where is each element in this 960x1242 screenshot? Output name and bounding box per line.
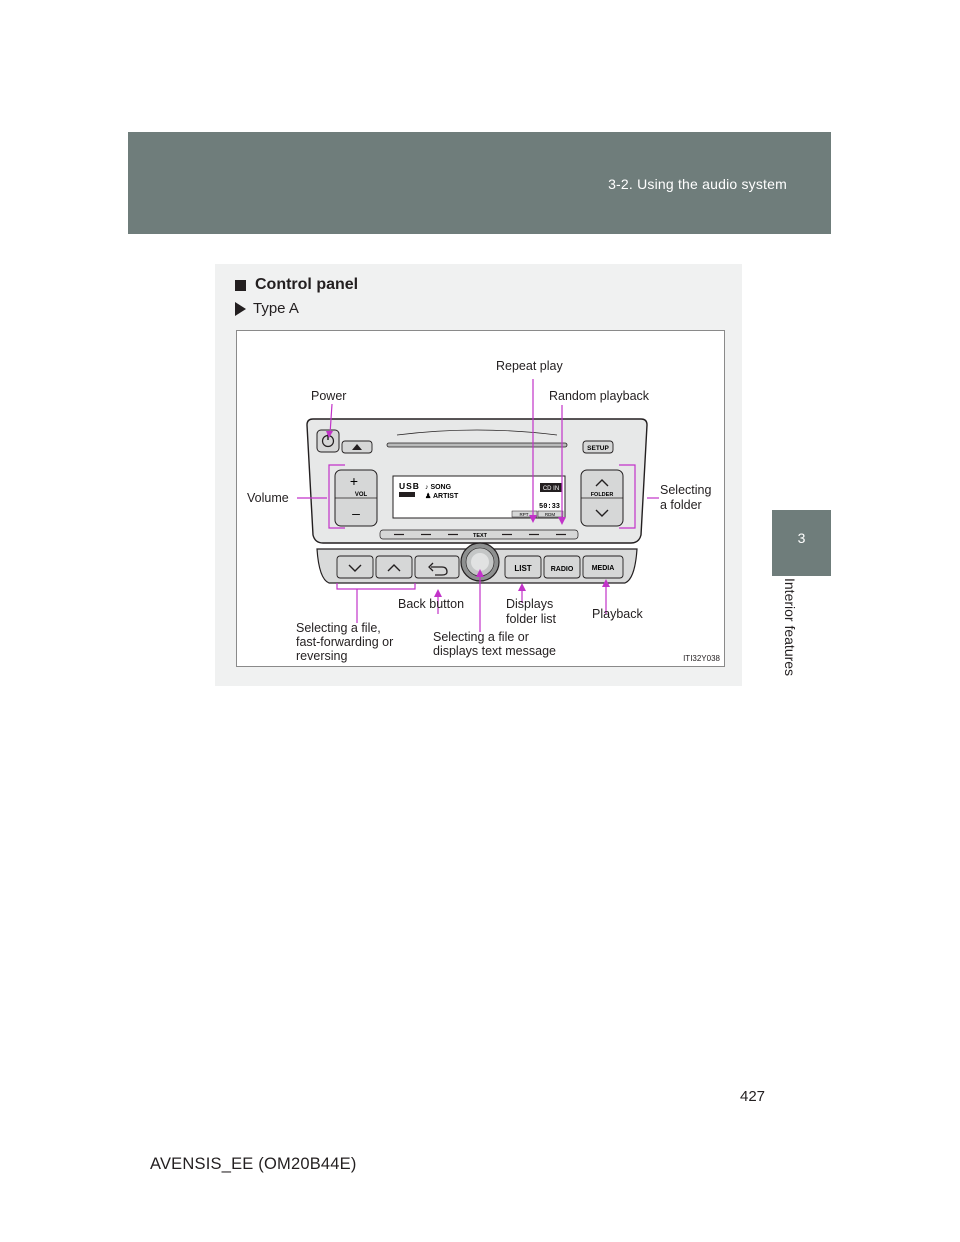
header-band: [128, 132, 831, 234]
text-button-label: TEXT: [472, 533, 488, 539]
label-selecting-folder-line1: Selecting: [660, 483, 712, 497]
folder-label: FOLDER: [590, 492, 614, 498]
label-selecting-text-line1: Selecting a file or: [433, 630, 529, 644]
label-selecting-file-line2: fast-forwarding or: [296, 635, 394, 649]
seek-up-button: [376, 556, 412, 578]
vol-label: VOL: [354, 492, 368, 498]
usb-device-icon: [399, 492, 415, 497]
chapter-label: [772, 578, 808, 688]
svg-text:–: –: [352, 505, 360, 521]
control-panel-figure: [236, 330, 725, 667]
footer-model-code: AVENSIS_EE (OM20B44E): [150, 1155, 357, 1173]
label-selecting-file-line1: Selecting a file,: [296, 621, 381, 635]
square-bullet-icon: [235, 280, 246, 291]
chapter-tab[interactable]: [772, 510, 831, 576]
svg-text:RPT: RPT: [519, 512, 529, 517]
list-label: LIST: [514, 564, 532, 573]
triangle-bullet-icon: [235, 302, 246, 316]
label-back-button: Back button: [398, 597, 465, 611]
section-title: 3-2. Using the audio system: [608, 176, 787, 192]
label-selecting-file-line3: reversing: [296, 649, 348, 663]
label-selecting-folder-line2: a folder: [660, 498, 702, 512]
label-power: Power: [311, 389, 347, 403]
media-label: MEDIA: [591, 565, 615, 572]
label-playback: Playback: [592, 607, 643, 621]
radio-label: RADIO: [550, 566, 574, 573]
label-volume: Volume: [247, 491, 289, 505]
section-heading-text: Control panel: [255, 276, 359, 293]
label-displays-folder-line1: Displays: [506, 597, 554, 611]
label-repeat-play: Repeat play: [496, 359, 563, 373]
chapter-label-text: Interior features: [782, 578, 798, 677]
figure-code: ITI32Y038: [683, 654, 720, 663]
cd-slot: [387, 443, 567, 447]
chapter-number: 3: [797, 530, 806, 546]
song-label: ♪ SONG: [425, 484, 452, 491]
page-number: 427: [740, 1088, 766, 1105]
type-subheading: [235, 300, 299, 317]
audio-panel-illustration: [237, 331, 726, 668]
label-displays-folder-line2: folder list: [506, 612, 557, 626]
cd-in-label: CD IN: [542, 486, 560, 492]
time-label: 50:33: [539, 503, 561, 511]
artist-label: ♟ ARTIST: [425, 493, 459, 500]
label-random-playback: Random playback: [549, 389, 650, 403]
svg-text:+: +: [349, 473, 359, 489]
type-subheading-text: Type A: [253, 300, 299, 317]
section-heading: [235, 276, 358, 294]
usb-label: USB: [399, 481, 420, 491]
seek-down-button: [337, 556, 373, 578]
setup-label: SETUP: [587, 445, 609, 452]
svg-text:RDM: RDM: [544, 512, 556, 517]
label-selecting-text-line2: displays text message: [433, 644, 556, 658]
